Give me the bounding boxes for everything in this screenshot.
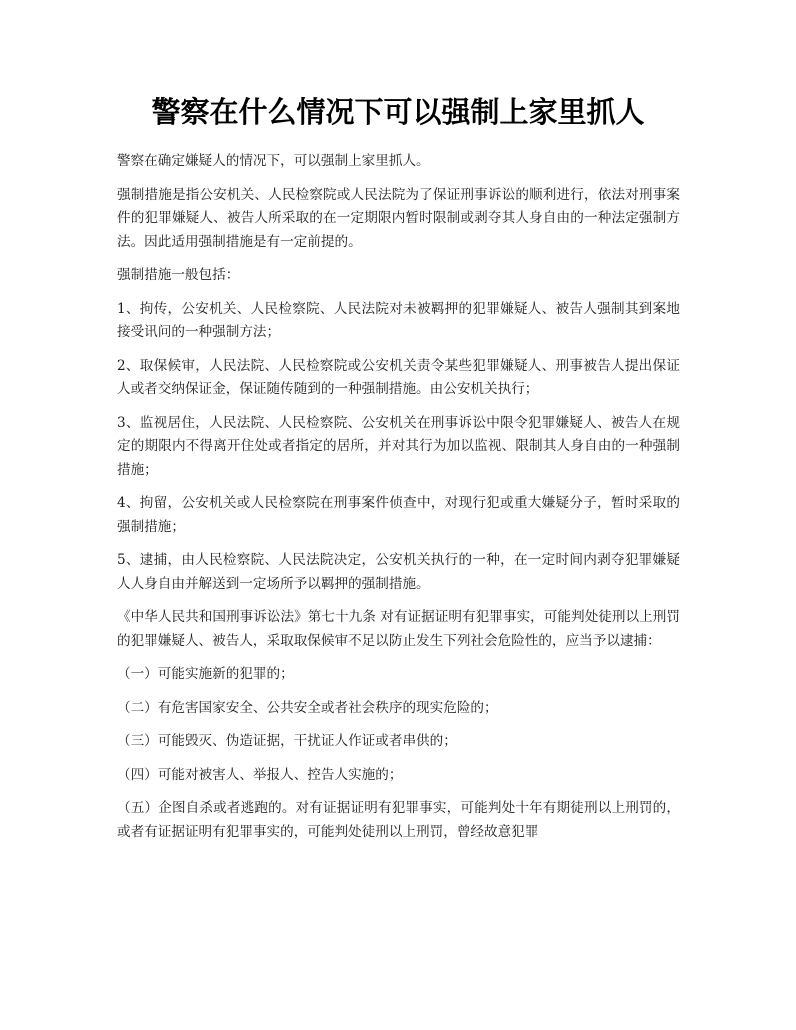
paragraph-law-article-79: 《中华人民共和国刑事诉讼法》第七十九条 对有证据证明有犯罪事实，可能判处徒刑以上刑罚的犯罪嫌疑人、被告人，采取取保候审不足以防止发生下列社会危险性的，应当予以逮捕： <box>117 609 680 649</box>
paragraph-clause-2: （二）有危害国家安全、公共安全或者社会秩序的现实危险的； <box>117 699 498 716</box>
paragraph-item-bail: 2、取保候审，人民法院、人民检察院或公安机关责令某些犯罪嫌疑人、刑事被告人提出保证人或者交纳保证金，保证随传随到的一种强制措施。由公安机关执行； <box>117 357 680 397</box>
paragraph-clause-1: （一）可能实施新的犯罪的； <box>117 666 294 682</box>
paragraph-item-arrest: 5、逮捕，由人民检察院、人民法院决定，公安机关执行的一种，在一定时间内剥夺犯罪嫌疑人人身自由并解送到一定场所予以羁押的强制措施。 <box>117 552 680 592</box>
paragraph-list-heading: 强制措施一般包括： <box>117 267 240 283</box>
paragraph-item-summons: 1、拘传，公安机关、人民检察院、人民法院对未被羁押的犯罪嫌疑人、被告人强制其到案地接受讯问的一种强制方法； <box>117 300 680 340</box>
paragraph-clause-5: （五）企图自杀或者逃跑的。对有证据证明有犯罪事实，可能判处十年有期徒刑以上刑罚的，或者有证据证明有犯罪事实的，可能判处徒刑以上刑罚，曾经故意犯罪 <box>117 800 680 840</box>
paragraph-intro: 警察在确定嫌疑人的情况下，可以强制上家里抓人。 <box>117 153 430 169</box>
paragraph-clause-4: （四）可能对被害人、举报人、控告人实施的； <box>117 766 403 783</box>
document-title: 警察在什么情况下可以强制上家里抓人 <box>151 95 645 129</box>
document-body <box>117 150 680 854</box>
paragraph-item-residential-surveillance: 3、监视居住，人民法院、人民检察院、公安机关在刑事诉讼中限令犯罪嫌疑人、被告人在规定的期限内不得离开住处或者指定的居所，并对其行为加以监视、限制其人身自由的一种强制措施； <box>117 414 680 478</box>
paragraph-item-detention: 4、拘留，公安机关或人民检察院在刑事案件侦查中，对现行犯或重大嫌疑分子，暂时采取的强制措施； <box>117 495 680 535</box>
paragraph-definition: 强制措施是指公安机关、人民检察院或人民法院为了保证刑事诉讼的顺利进行，依法对刑事案件的犯罪嫌疑人、被告人所采取的在一定期限内暂时限制或剥夺其人身自由的一种法定强制方法。因此适用强制措施是有一定前提的。 <box>117 186 680 250</box>
paragraph-clause-3: （三）可能毁灭、伪造证据，干扰证人作证或者串供的； <box>117 733 457 749</box>
